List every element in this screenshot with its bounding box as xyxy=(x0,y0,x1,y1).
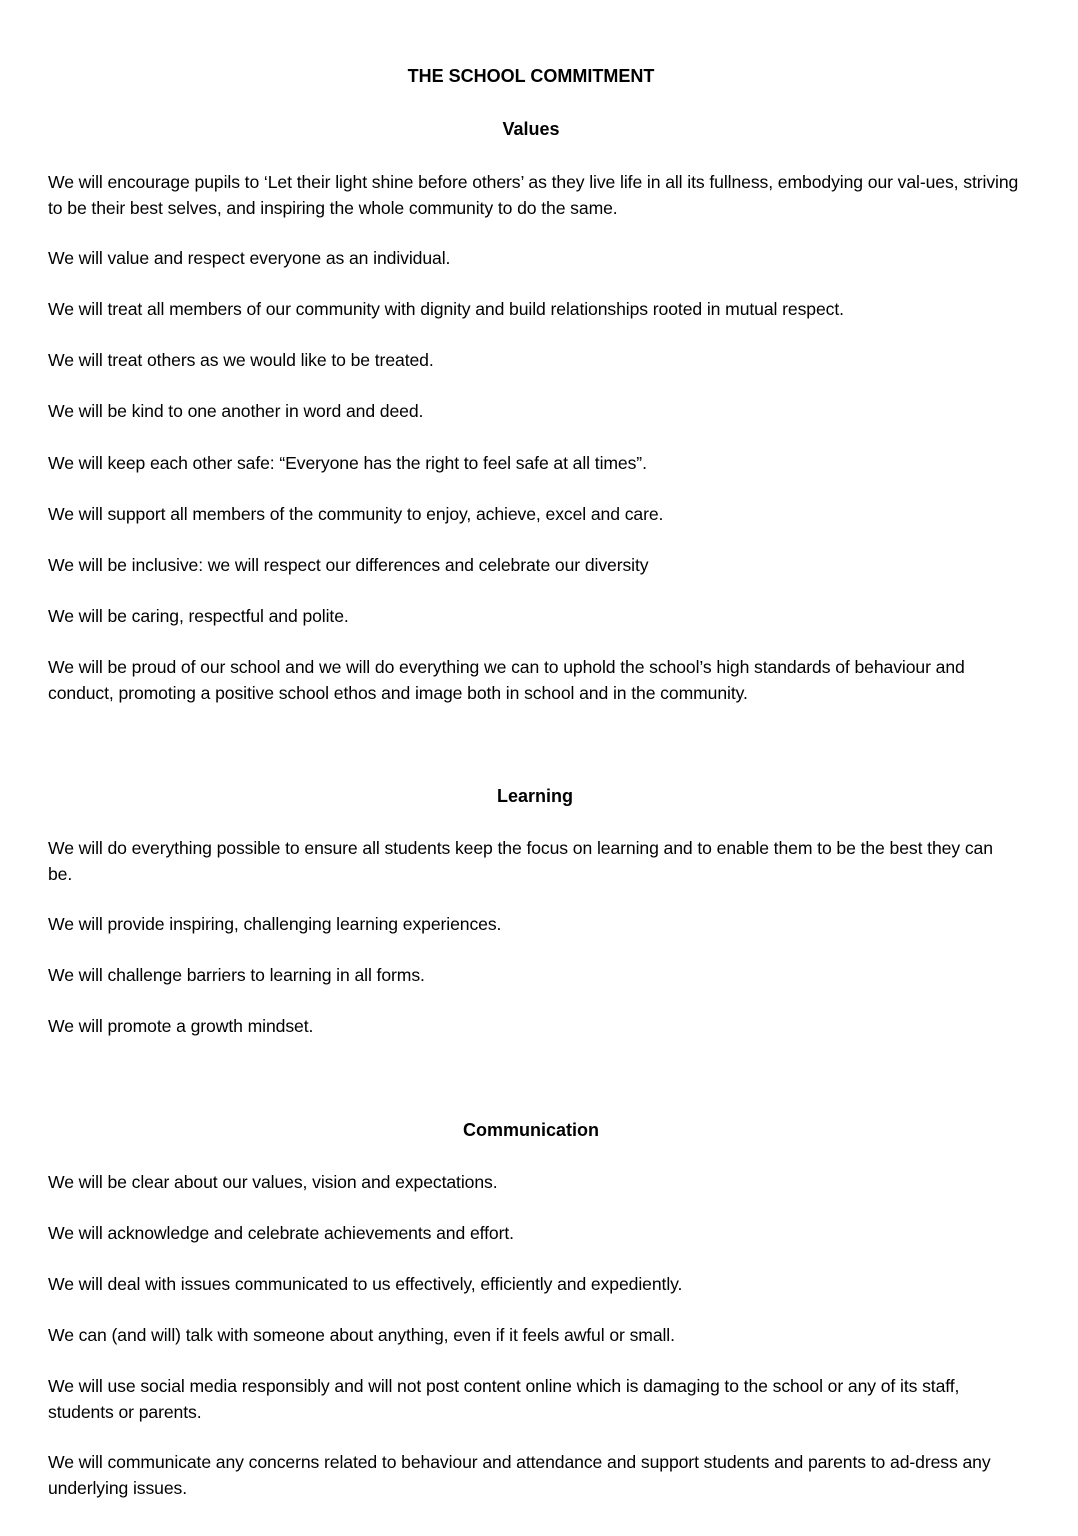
document-title: THE SCHOOL COMMITMENT xyxy=(407,66,655,86)
communication-paragraph-5: We will use social media responsibly and will not post content online which is damaging to the school or any of its staff, students or parents. xyxy=(48,1376,960,1422)
values-paragraph-4: We will treat others as we would like to be treated. xyxy=(48,350,434,370)
learning-paragraph-1: We will do everything possible to ensure all students keep the focus on learning and to enable them to be the best they can be. xyxy=(48,838,993,884)
values-paragraph-1: We will encourage pupils to ‘Let their light shine before others’ as they live life in all its fullness, embodying our val-ues, striving to be their best selves, and inspiring the whole community to do the same. xyxy=(48,172,1019,218)
values-paragraph-9: We will be caring, respectful and polite. xyxy=(48,606,349,626)
values-paragraph-5: We will be kind to one another in word and deed. xyxy=(48,401,424,421)
communication-paragraph-1: We will be clear about our values, vision and expectations. xyxy=(48,1172,498,1192)
communication-paragraph-3: We will deal with issues communicated to us effectively, efficiently and expediently. xyxy=(48,1274,683,1294)
communication-paragraph-6: We will communicate any concerns related to behaviour and attendance and support students and parents to ad-dress any underlying issues. xyxy=(48,1452,991,1498)
learning-paragraph-2: We will provide inspiring, challenging learning experiences. xyxy=(48,914,502,934)
communication-paragraph-4: We can (and will) talk with someone about anything, even if it feels awful or small. xyxy=(48,1325,675,1345)
communication-paragraph-2: We will acknowledge and celebrate achievements and effort. xyxy=(48,1223,514,1243)
values-paragraph-10: We will be proud of our school and we will do everything we can to uphold the school’s high standards of behaviour and conduct, promoting a positive school ethos and image both in school and in the community. xyxy=(48,657,965,703)
section-heading-communication: Communication xyxy=(462,1120,599,1140)
section-heading-learning: Learning xyxy=(496,786,573,806)
values-paragraph-3: We will treat all members of our community with dignity and build relationships rooted in mutual respect. xyxy=(48,299,844,319)
values-paragraph-6: We will keep each other safe: “Everyone has the right to feel safe at all times”. xyxy=(48,453,647,473)
values-paragraph-8: We will be inclusive: we will respect our differences and celebrate our diversity xyxy=(48,555,649,575)
learning-paragraph-4: We will promote a growth mindset. xyxy=(48,1016,314,1036)
values-paragraph-2: We will value and respect everyone as an individual. xyxy=(48,248,451,268)
values-paragraph-7: We will support all members of the community to enjoy, achieve, excel and care. xyxy=(48,504,664,524)
learning-paragraph-3: We will challenge barriers to learning in all forms. xyxy=(48,965,425,985)
section-heading-values: Values xyxy=(502,119,560,139)
